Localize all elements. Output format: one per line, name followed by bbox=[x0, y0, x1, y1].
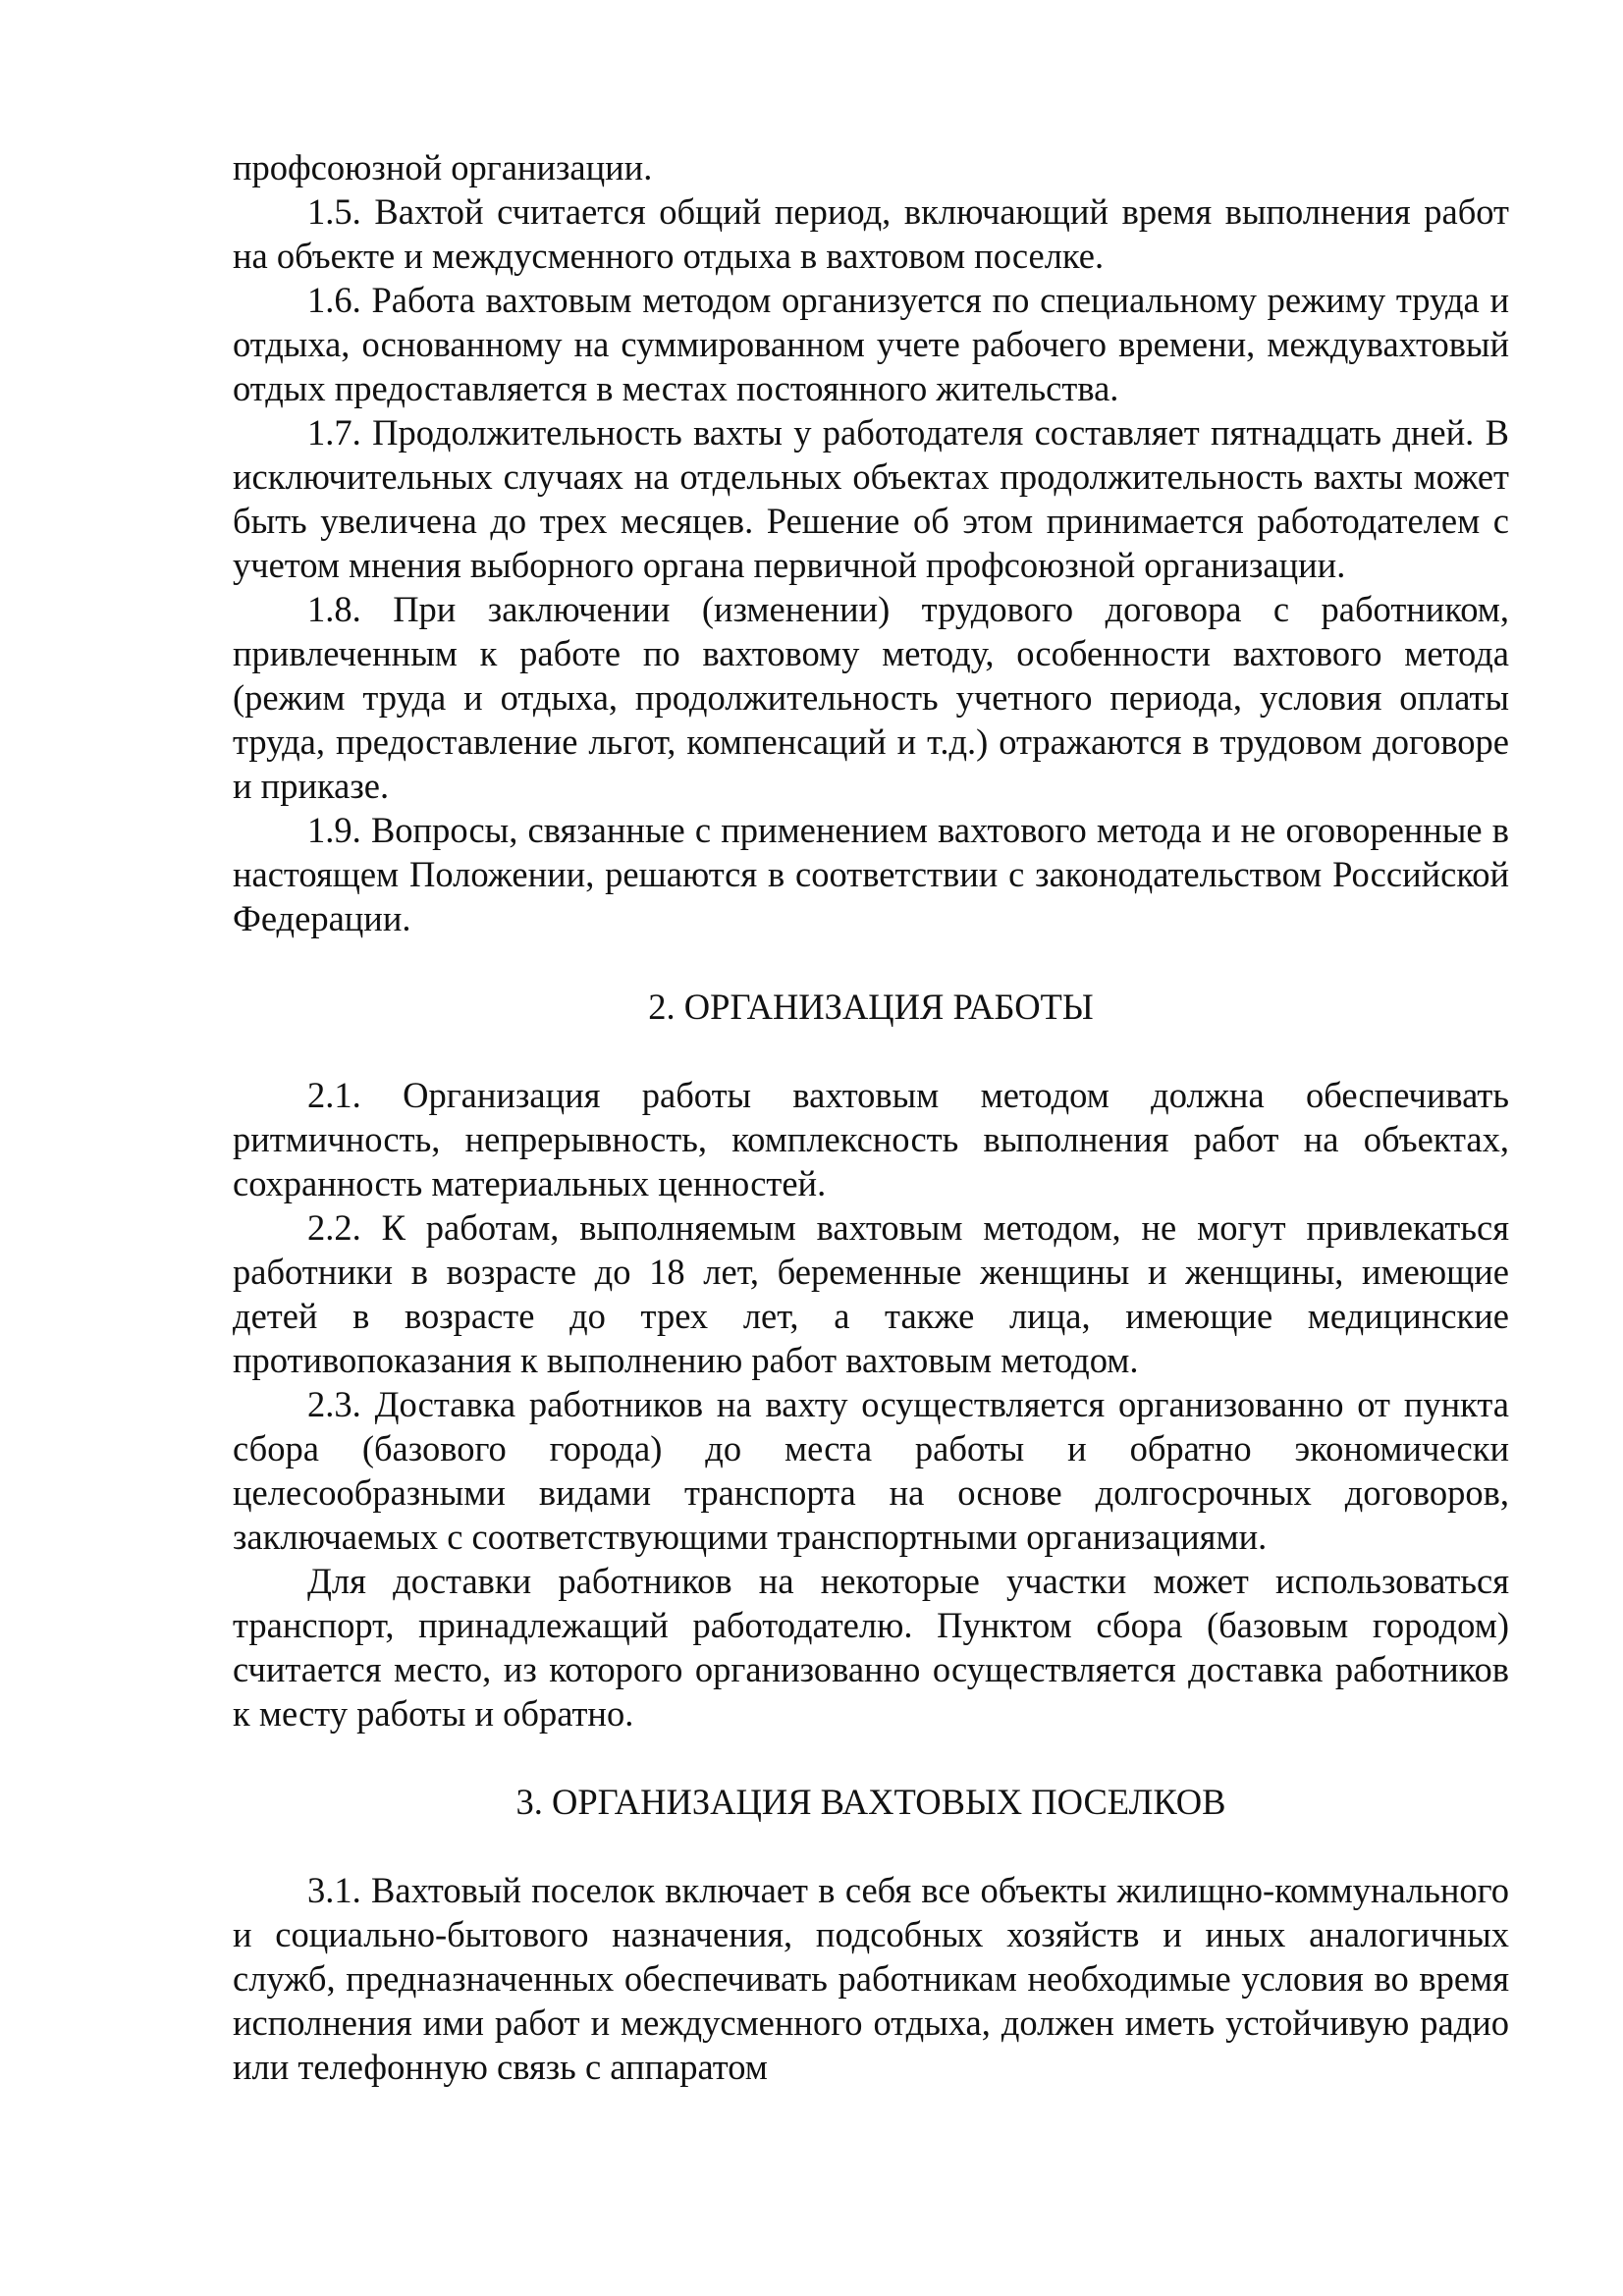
paragraph-1-7: 1.7. Продолжительность вахты у работодателя составляет пятнадцать дней. В исключительных случаях на отдельных объектах продолжительность вахты может быть увеличена до трех месяцев. Решение об этом принимается работодателем с учетом мнения выборного органа первичной профсоюзной организации. bbox=[233, 412, 1509, 585]
section-3-heading: 3. ОРГАНИЗАЦИЯ ВАХТОВЫХ ПОСЕЛКОВ bbox=[515, 1782, 1226, 1822]
paragraph-3-1: 3.1. Вахтовый поселок включает в себя все объекты жилищно-коммунального и социально-бытового назначения, подсобных хозяйств и иных аналогичных служб, предназначенных обеспечивать работникам необходимые условия во время исполнения ими работ и междусменного отдыха, должен иметь устойчивую радио или телефонную связь с аппаратом bbox=[233, 1870, 1509, 2087]
paragraph-1-6: 1.6. Работа вахтовым методом организуется по специальному режиму труда и отдыха, основанному на суммированном учете рабочего времени, междувахтовый отдых предоставляется в местах постоянного жительства. bbox=[233, 280, 1509, 408]
paragraph-2-3-continued: Для доставки работников на некоторые участки может использоваться транспорт, принадлежащий работодателю. Пунктом сбора (базовым городом) считается место, из которого организованно осуществляется доставка работников к месту работы и обратно. bbox=[233, 1561, 1509, 1734]
paragraph-2-3: 2.3. Доставка работников на вахту осуществляется организованно от пункта сбора (базового города) до места работы и обратно экономически целесообразными видами транспорта на основе долгосрочных договоров, заключаемых с соответствующими транспортными организациями. bbox=[233, 1384, 1509, 1557]
paragraph-2-1: 2.1. Организация работы вахтовым методом должна обеспечивать ритмичность, непрерывность, комплексность выполнения работ на объектах, сохранность материальных ценностей. bbox=[233, 1075, 1509, 1203]
paragraph-2-2: 2.2. К работам, выполняемым вахтовым методом, не могут привлекаться работники в возрасте до 18 лет, беременные женщины и женщины, имеющие детей в возрасте до трех лет, а также лица, имеющие медицинские противопоказания к выполнению работ вахтовым методом. bbox=[233, 1207, 1509, 1380]
paragraph-1-8: 1.8. При заключении (изменении) трудового договора с работником, привлеченным к работе по вахтовому методу, особенности вахтового метода (режим труда и отдыха, продолжительность учетного периода, условия оплаты труда, предоставление льгот, компенсаций и т.д.) отражаются в трудовом договоре и приказе. bbox=[233, 589, 1509, 806]
document-page bbox=[233, 145, 1509, 2089]
paragraph-1-9: 1.9. Вопросы, связанные с применением вахтового метода и не оговоренные в настоящем Положении, решаются в соответствии с законодательством Российской Федерации. bbox=[233, 810, 1509, 938]
paragraph-1-5: 1.5. Вахтой считается общий период, включающий время выполнения работ на объекте и междусменного отдыха в вахтовом поселке. bbox=[233, 191, 1509, 276]
section-2-heading: 2. ОРГАНИЗАЦИЯ РАБОТЫ bbox=[648, 987, 1094, 1027]
paragraph-continuation: профсоюзной организации. bbox=[233, 147, 653, 187]
